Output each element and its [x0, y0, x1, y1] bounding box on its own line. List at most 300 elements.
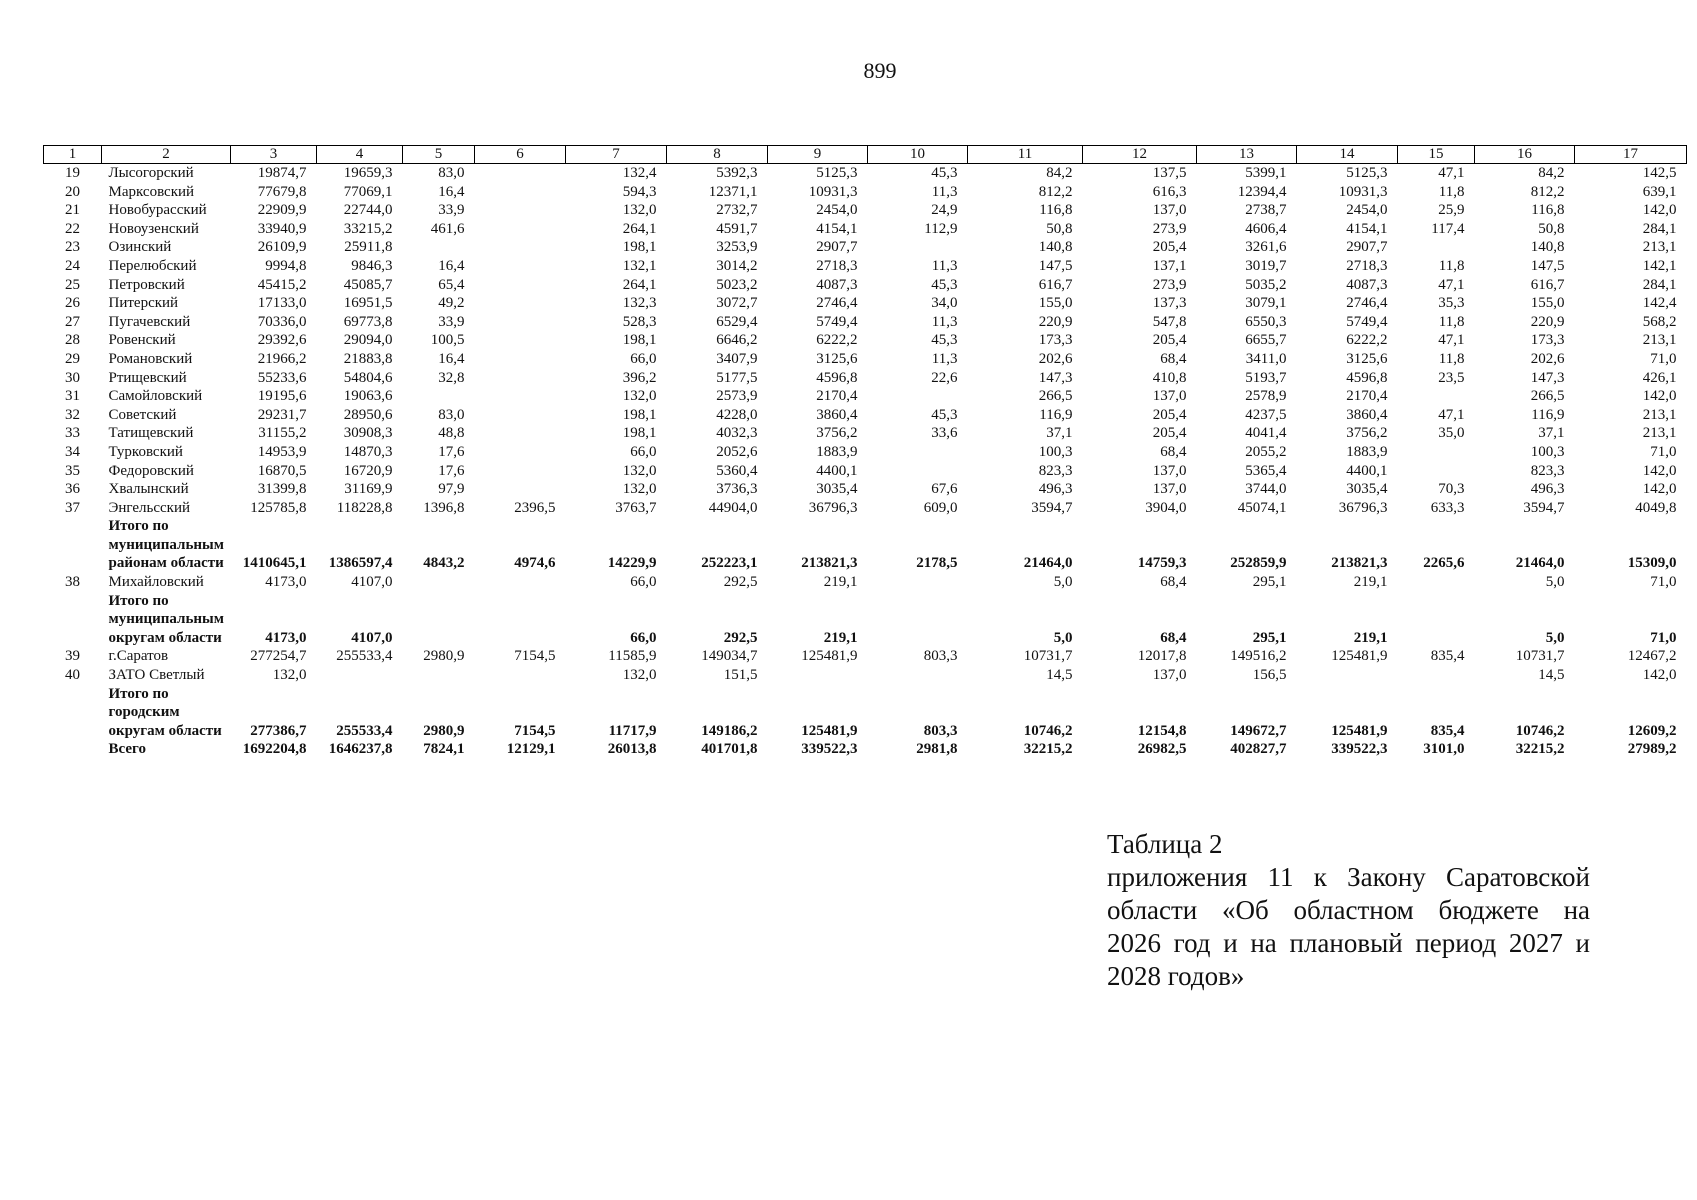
caption-line: 2028 годов»: [1107, 961, 1245, 991]
value-cell: 14,5: [1046, 667, 1073, 684]
value-cell: 639,1: [1642, 183, 1677, 200]
value-cell: 14870,3: [343, 443, 393, 460]
value-cell: 803,3: [923, 722, 958, 739]
value-cell: 71,0: [1650, 629, 1677, 646]
table-row: [44, 276, 1687, 295]
value-cell: 35,0: [1438, 425, 1465, 442]
value-cell: 137,1: [1152, 257, 1187, 274]
value-cell: 47,1: [1438, 276, 1465, 293]
value-cell: 568,2: [1642, 313, 1677, 330]
column-header: 4: [317, 146, 403, 164]
value-cell: 2578,9: [1245, 388, 1287, 405]
value-cell: 147,5: [1038, 257, 1073, 274]
value-cell: 812,2: [1038, 183, 1073, 200]
value-cell: 4591,7: [716, 220, 758, 237]
row-number: 25: [65, 276, 80, 293]
caption-line: приложения 11 к Закону Саратовской: [1107, 862, 1590, 892]
value-cell: 19195,6: [257, 388, 307, 405]
value-cell: 202,6: [1530, 350, 1565, 367]
value-cell: [1398, 573, 1475, 592]
value-cell: 66,0: [630, 443, 657, 460]
value-cell: 11,3: [931, 257, 958, 274]
value-cell: 2981,8: [916, 741, 958, 758]
value-cell: 70336,0: [257, 313, 307, 330]
value-cell: 32,8: [438, 369, 465, 386]
value-cell: 220,9: [1530, 313, 1565, 330]
value-cell: 277254,7: [250, 648, 307, 665]
value-cell: 4596,8: [816, 369, 858, 386]
value-cell: 36796,3: [808, 499, 858, 516]
row-name: Всего: [108, 741, 146, 758]
value-cell: 54804,6: [343, 369, 393, 386]
value-cell: 77069,1: [343, 183, 393, 200]
value-cell: 1883,9: [1346, 443, 1388, 460]
value-cell: 2746,4: [1346, 295, 1388, 312]
value-cell: 137,0: [1152, 388, 1187, 405]
value-cell: 5035,2: [1245, 276, 1287, 293]
value-cell: 2265,6: [1423, 555, 1465, 572]
value-cell: 2746,4: [816, 295, 858, 312]
value-cell: 10931,3: [1338, 183, 1388, 200]
value-cell: 4237,5: [1245, 406, 1287, 423]
value-cell: 19659,3: [343, 165, 393, 181]
value-cell: 142,0: [1642, 388, 1677, 405]
caption-line: 2026 год и на плановый период 2027 и: [1107, 928, 1590, 958]
value-cell: 616,7: [1038, 276, 1073, 293]
table-row: [44, 369, 1687, 388]
value-cell: 3756,2: [1346, 425, 1388, 442]
value-cell: 5125,3: [1346, 165, 1388, 181]
row-name: Новобурасский: [108, 202, 207, 219]
value-cell: 402827,7: [1230, 741, 1287, 758]
row-name: Татищевский: [108, 425, 194, 442]
value-cell: 273,9: [1152, 220, 1187, 237]
value-cell: 21464,0: [1023, 555, 1073, 572]
value-cell: 16720,9: [343, 462, 393, 479]
value-cell: 3253,9: [716, 239, 758, 256]
value-cell: 149186,2: [701, 722, 758, 739]
value-cell: 594,3: [622, 183, 657, 200]
value-cell: 2170,4: [1346, 388, 1388, 405]
value-cell: 142,0: [1642, 462, 1677, 479]
row-number: 33: [65, 425, 80, 442]
value-cell: 295,1: [1252, 629, 1287, 646]
caption-title: Таблица 2: [1107, 829, 1223, 859]
total-row: [44, 592, 1687, 648]
value-cell: 835,4: [1430, 722, 1465, 739]
total-row: [44, 517, 1687, 573]
value-cell: [868, 238, 968, 257]
value-cell: 12154,8: [1137, 722, 1187, 739]
value-cell: 4606,4: [1245, 220, 1287, 237]
value-cell: 609,0: [923, 499, 958, 516]
value-cell: 3763,7: [615, 499, 657, 516]
value-cell: 12467,2: [1627, 648, 1677, 665]
value-cell: 5365,4: [1245, 462, 1287, 479]
table-row: [44, 573, 1687, 592]
row-name: Итого по городским округам области: [108, 685, 222, 739]
row-name: Энгельсский: [108, 499, 191, 516]
value-cell: 5360,4: [716, 462, 758, 479]
value-cell: 37,1: [1538, 425, 1565, 442]
value-cell: 31169,9: [344, 481, 393, 498]
value-cell: 26109,9: [257, 239, 307, 256]
value-cell: 142,4: [1642, 295, 1677, 312]
value-cell: 116,8: [1531, 202, 1565, 219]
value-cell: [475, 443, 566, 462]
value-cell: 2396,5: [514, 499, 556, 516]
value-cell: 84,2: [1046, 165, 1073, 181]
value-cell: [475, 369, 566, 388]
value-cell: 3756,2: [816, 425, 858, 442]
value-cell: [475, 480, 566, 499]
value-cell: [475, 164, 566, 183]
table-row: [44, 406, 1687, 425]
row-number: 24: [65, 257, 80, 274]
row-number: [44, 685, 102, 741]
value-cell: 137,0: [1152, 481, 1187, 498]
row-name: Турковский: [108, 443, 183, 460]
value-cell: 3072,7: [716, 295, 758, 312]
row-name: Лысогорский: [108, 165, 194, 181]
value-cell: 83,0: [438, 165, 465, 181]
value-cell: 11,8: [1438, 313, 1465, 330]
value-cell: 205,4: [1152, 425, 1187, 442]
table-row: [44, 238, 1687, 257]
value-cell: 14229,9: [607, 555, 657, 572]
value-cell: 17,6: [438, 443, 465, 460]
value-cell: 33215,2: [343, 220, 393, 237]
value-cell: 45,3: [931, 276, 958, 293]
value-cell: 21883,8: [343, 350, 393, 367]
row-name: Итого по муниципальным округам области: [108, 592, 224, 646]
row-number: [44, 740, 102, 759]
row-number: 37: [65, 499, 80, 516]
value-cell: [475, 257, 566, 276]
table-row: [44, 183, 1687, 202]
value-cell: 10931,3: [808, 183, 858, 200]
value-cell: 219,1: [823, 629, 858, 646]
value-cell: 132,3: [622, 295, 657, 312]
value-cell: 149516,2: [1230, 648, 1287, 665]
value-cell: [475, 666, 566, 685]
column-header: 2: [102, 146, 231, 164]
row-number: 23: [65, 239, 80, 256]
value-cell: 156,5: [1252, 667, 1287, 684]
value-cell: 25911,8: [344, 239, 393, 256]
value-cell: 6222,2: [1346, 332, 1388, 349]
value-cell: 14759,3: [1137, 555, 1187, 572]
value-cell: 140,8: [1530, 239, 1565, 256]
table-caption: [1107, 828, 1590, 993]
value-cell: 142,0: [1642, 481, 1677, 498]
row-number: 29: [65, 350, 80, 367]
value-cell: 19063,6: [343, 388, 393, 405]
value-cell: 4041,4: [1245, 425, 1287, 442]
column-header: 14: [1297, 146, 1398, 164]
value-cell: 6550,3: [1245, 313, 1287, 330]
value-cell: 401701,8: [701, 741, 758, 758]
table-row: [44, 294, 1687, 313]
value-cell: 7824,1: [423, 741, 465, 758]
value-cell: [1398, 443, 1475, 462]
column-header: 1: [44, 146, 102, 164]
value-cell: 5,0: [1545, 629, 1565, 646]
value-cell: 21966,2: [257, 350, 307, 367]
table-row: [44, 462, 1687, 481]
value-cell: 2980,9: [423, 722, 465, 739]
column-header: 10: [868, 146, 968, 164]
value-cell: 147,5: [1530, 257, 1565, 274]
value-cell: 812,2: [1530, 183, 1565, 200]
value-cell: 27989,2: [1627, 741, 1677, 758]
page-number: 899: [863, 58, 897, 83]
value-cell: 31399,8: [257, 481, 307, 498]
row-number: 26: [65, 295, 80, 312]
value-cell: 35,3: [1438, 295, 1465, 312]
value-cell: 198,1: [622, 332, 657, 349]
table-row: [44, 443, 1687, 462]
value-cell: 100,3: [1038, 443, 1073, 460]
value-cell: 34,0: [931, 295, 958, 312]
value-cell: 5,0: [1545, 574, 1565, 591]
row-name: Советский: [108, 406, 177, 423]
value-cell: 4173,0: [265, 574, 307, 591]
value-cell: [868, 443, 968, 462]
value-cell: 44904,0: [708, 499, 758, 516]
table-row: [44, 350, 1687, 369]
value-cell: [403, 666, 475, 685]
value-cell: [1398, 238, 1475, 257]
value-cell: 45,3: [931, 406, 958, 423]
value-cell: 29094,0: [343, 332, 393, 349]
value-cell: 71,0: [1650, 350, 1677, 367]
table-row: [44, 257, 1687, 276]
value-cell: 67,6: [931, 481, 958, 498]
row-number: 19: [65, 165, 80, 181]
value-cell: 4596,8: [1346, 369, 1388, 386]
column-header: 13: [1197, 146, 1297, 164]
value-cell: 16870,5: [257, 462, 307, 479]
value-cell: 65,4: [438, 276, 465, 293]
value-cell: 9846,3: [351, 257, 393, 274]
value-cell: [475, 276, 566, 295]
value-cell: [403, 238, 475, 257]
value-cell: 633,3: [1430, 499, 1465, 516]
value-cell: 68,4: [1160, 443, 1187, 460]
value-cell: 29231,7: [257, 406, 307, 423]
value-cell: [1398, 592, 1475, 648]
value-cell: 295,1: [1252, 574, 1287, 591]
value-cell: 47,1: [1438, 332, 1465, 349]
value-cell: 12371,1: [708, 183, 758, 200]
value-cell: [475, 350, 566, 369]
value-cell: 77679,8: [257, 183, 307, 200]
value-cell: 496,3: [1530, 481, 1565, 498]
value-cell: 33,9: [438, 313, 465, 330]
value-cell: 5125,3: [816, 165, 858, 181]
table-row: [44, 331, 1687, 350]
value-cell: 11,8: [1438, 257, 1465, 274]
value-cell: 151,5: [723, 667, 758, 684]
value-cell: 37,1: [1046, 425, 1073, 442]
value-cell: 3125,6: [816, 350, 858, 367]
value-cell: 3261,6: [1245, 239, 1287, 256]
value-cell: 2573,9: [716, 388, 758, 405]
value-cell: [868, 387, 968, 406]
row-number: 28: [65, 332, 80, 349]
row-number: 35: [65, 462, 80, 479]
value-cell: 6529,4: [716, 313, 758, 330]
value-cell: 22744,0: [343, 202, 393, 219]
value-cell: 264,1: [622, 276, 657, 293]
caption-line: области «Об областном бюджете на: [1107, 895, 1590, 925]
row-name: Самойловский: [108, 388, 203, 405]
value-cell: 5193,7: [1245, 369, 1287, 386]
value-cell: 284,1: [1642, 220, 1677, 237]
value-cell: [475, 238, 566, 257]
value-cell: 266,5: [1530, 388, 1565, 405]
value-cell: 23,5: [1438, 369, 1465, 386]
row-number: [44, 592, 102, 648]
column-header: 7: [566, 146, 667, 164]
value-cell: 36796,3: [1338, 499, 1388, 516]
column-header: 15: [1398, 146, 1475, 164]
total-row: [44, 685, 1687, 741]
value-cell: 410,8: [1152, 369, 1187, 386]
value-cell: 3736,3: [716, 481, 758, 498]
value-cell: 12609,2: [1627, 722, 1677, 739]
value-cell: 3014,2: [716, 257, 758, 274]
value-cell: 252223,1: [701, 555, 758, 572]
value-cell: 2980,9: [423, 648, 465, 665]
row-number: 20: [65, 183, 80, 200]
value-cell: 5023,2: [716, 276, 758, 293]
value-cell: 3744,0: [1245, 481, 1287, 498]
value-cell: 137,0: [1152, 667, 1187, 684]
value-cell: 100,3: [1530, 443, 1565, 460]
value-cell: 3860,4: [816, 406, 858, 423]
value-cell: 461,6: [430, 220, 465, 237]
value-cell: 339522,3: [801, 741, 858, 758]
value-cell: 16,4: [438, 183, 465, 200]
value-cell: 1646237,8: [328, 741, 393, 758]
value-cell: 19874,7: [257, 165, 307, 181]
value-cell: 4228,0: [716, 406, 758, 423]
value-cell: 4087,3: [1346, 276, 1388, 293]
value-cell: 7154,5: [514, 648, 556, 665]
value-cell: 213821,3: [801, 555, 858, 572]
table-row: [44, 647, 1687, 666]
value-cell: 16951,5: [343, 295, 393, 312]
row-name: Пугачевский: [108, 313, 191, 330]
value-cell: 273,9: [1152, 276, 1187, 293]
value-cell: 4107,0: [351, 629, 393, 646]
row-number: 30: [65, 369, 80, 386]
value-cell: 339522,3: [1331, 741, 1388, 758]
value-cell: 11,8: [1438, 183, 1465, 200]
value-cell: 47,1: [1438, 406, 1465, 423]
value-cell: 1410645,1: [242, 555, 307, 572]
value-cell: [475, 331, 566, 350]
value-cell: [868, 666, 968, 685]
value-cell: 205,4: [1152, 239, 1187, 256]
value-cell: 137,5: [1152, 165, 1187, 181]
value-cell: 16,4: [438, 350, 465, 367]
value-cell: 5,0: [1053, 629, 1073, 646]
value-cell: 219,1: [1353, 574, 1388, 591]
value-cell: 4032,3: [716, 425, 758, 442]
value-cell: 2055,2: [1245, 443, 1287, 460]
row-number: [44, 517, 102, 573]
value-cell: 219,1: [823, 574, 858, 591]
value-cell: 3860,4: [1346, 406, 1388, 423]
row-number: 21: [65, 202, 80, 219]
value-cell: [475, 462, 566, 481]
column-header: 12: [1083, 146, 1197, 164]
value-cell: 116,8: [1039, 202, 1073, 219]
row-number: 39: [65, 648, 80, 665]
value-cell: 4843,2: [423, 555, 465, 572]
value-cell: 6646,2: [716, 332, 758, 349]
value-cell: 202,6: [1038, 350, 1073, 367]
value-cell: 132,4: [622, 165, 657, 181]
value-cell: [475, 573, 566, 592]
value-cell: 125481,9: [801, 722, 858, 739]
value-cell: 4173,0: [265, 629, 307, 646]
value-cell: 3594,7: [1523, 499, 1565, 516]
table-row: [44, 313, 1687, 332]
value-cell: 255533,4: [336, 648, 393, 665]
value-cell: 10746,2: [1023, 722, 1073, 739]
value-cell: 10731,7: [1515, 648, 1565, 665]
value-cell: [403, 387, 475, 406]
value-cell: 5,0: [1053, 574, 1073, 591]
row-name: Ровенский: [108, 332, 176, 349]
value-cell: 3594,7: [1031, 499, 1073, 516]
value-cell: 6655,7: [1245, 332, 1287, 349]
value-cell: [868, 592, 968, 648]
value-cell: 118228,8: [336, 499, 393, 516]
value-cell: 147,3: [1530, 369, 1565, 386]
value-cell: 116,9: [1039, 406, 1073, 423]
value-cell: 2718,3: [1346, 257, 1388, 274]
value-cell: 1386597,4: [328, 555, 393, 572]
row-number: 38: [65, 574, 80, 591]
value-cell: 26013,8: [607, 741, 657, 758]
column-header: 8: [667, 146, 768, 164]
table-row: [44, 220, 1687, 239]
value-cell: 198,1: [622, 425, 657, 442]
value-cell: 277386,7: [250, 722, 307, 739]
value-cell: 9994,8: [265, 257, 307, 274]
value-cell: 3125,6: [1346, 350, 1388, 367]
value-cell: 142,0: [1642, 667, 1677, 684]
value-cell: 220,9: [1038, 313, 1073, 330]
value-cell: 132,0: [622, 667, 657, 684]
value-cell: 66,0: [630, 574, 657, 591]
value-cell: 5749,4: [1346, 313, 1388, 330]
value-cell: [475, 220, 566, 239]
value-cell: 4087,3: [816, 276, 858, 293]
value-cell: [1297, 666, 1398, 685]
value-cell: 205,4: [1152, 406, 1187, 423]
value-cell: 22909,9: [257, 202, 307, 219]
value-cell: 5749,4: [816, 313, 858, 330]
value-cell: 4974,6: [514, 555, 556, 572]
value-cell: 33,9: [438, 202, 465, 219]
row-name: Новоузенский: [108, 220, 199, 237]
